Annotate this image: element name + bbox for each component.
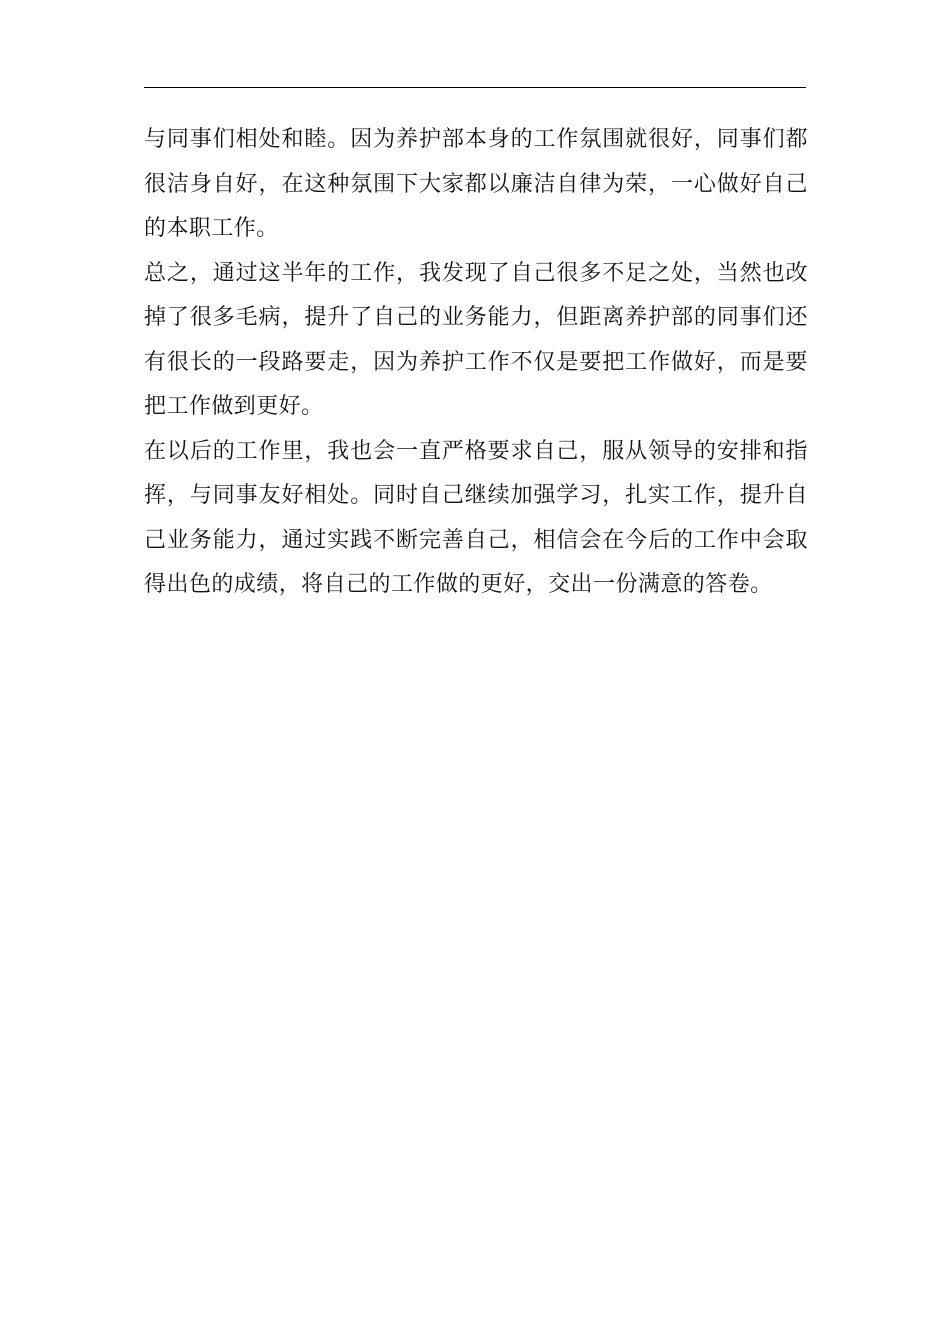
paragraph-future-plans: 在以后的工作里，我也会一直严格要求自己，服从领导的安排和指挥，与同事友好相处。同时自己继续加强学习，扎实工作，提升自己业务能力，通过实践不断完善自己，相信会在今后的工作中会取得出色的成绩，将自己的工作做的更好，交出一份满意的答卷。 bbox=[144, 438, 808, 597]
paragraph-summary: 总之，通过这半年的工作，我发现了自己很多不足之处，当然也改掉了很多毛病，提升了自己的业务能力，但距离养护部的同事们还有很长的一段路要走，因为养护工作不仅是要把工作做好，而是要把工作做到更好。 bbox=[144, 260, 808, 419]
paragraph-colleague-harmony: 与同事们相处和睦。因为养护部本身的工作氛围就很好，同事们都很洁身自好，在这种氛围下大家都以廉洁自律为荣，一心做好自己的本职工作。 bbox=[144, 127, 808, 241]
document-body bbox=[144, 118, 808, 608]
header-divider bbox=[144, 87, 806, 88]
